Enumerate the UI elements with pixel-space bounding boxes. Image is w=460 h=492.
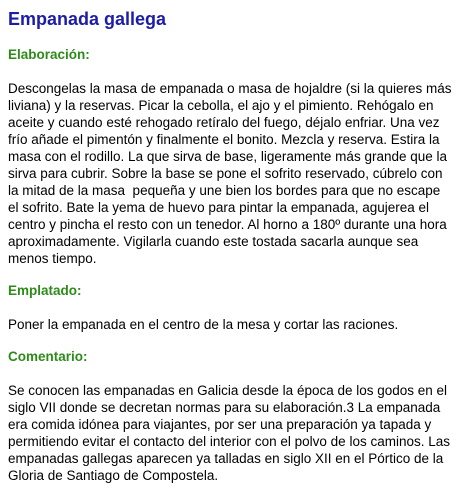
emplatado-text: Poner la empanada en el centro de la mesa y cortar las raciones. [8,317,399,332]
emplatado-heading: Emplatado: [8,283,82,298]
elaboracion-heading: Elaboración: [8,47,90,62]
comentario-heading: Comentario: [8,349,88,364]
elaboracion-text: Descongelas la masa de empanada o masa de hojaldre (si la quieres más liviana) y la reservas. Picar la cebolla, el ajo y el pimiento. Rehógalo en aceite y cuando esté rehogado retíralo del fuego, déjalo enfriar. Una vez frío añade el pimentón y finalmente el bonito. Mezcla y reserva. Estira la masa con el rodillo. La que sirva de base, ligeramente más grande que la sirva para cubrir. Sobre la base se pone el sofrito reservado, cúbrelo con la mitad de la masa pequeña y une bien los bordes para que no escape el sofrito. Bate la yema de huevo para pintar la empanada, agujerea el centro y pincha el resto con un tenedor. Al horno a 180º durante una hora aproximadamente. Vigilarla cuando este tostada sacarla aunque sea menos tiempo. [8,81,456,266]
comentario-text: Se conocen las empanadas en Galicia desde la época de los godos en el siglo VII donde se decretan normas para su elaboración.3 La empanada era comida idónea para viajantes, por ser una preparación ya tapada y permitiendo evitar el contacto del interior con el polvo de los caminos. Las empanadas gallegas aparecen ya talladas en siglo XII en el Pórtico de la Gloria de Santiago de Compostela. [8,383,454,483]
page-title: Empanada gallega [8,9,167,29]
